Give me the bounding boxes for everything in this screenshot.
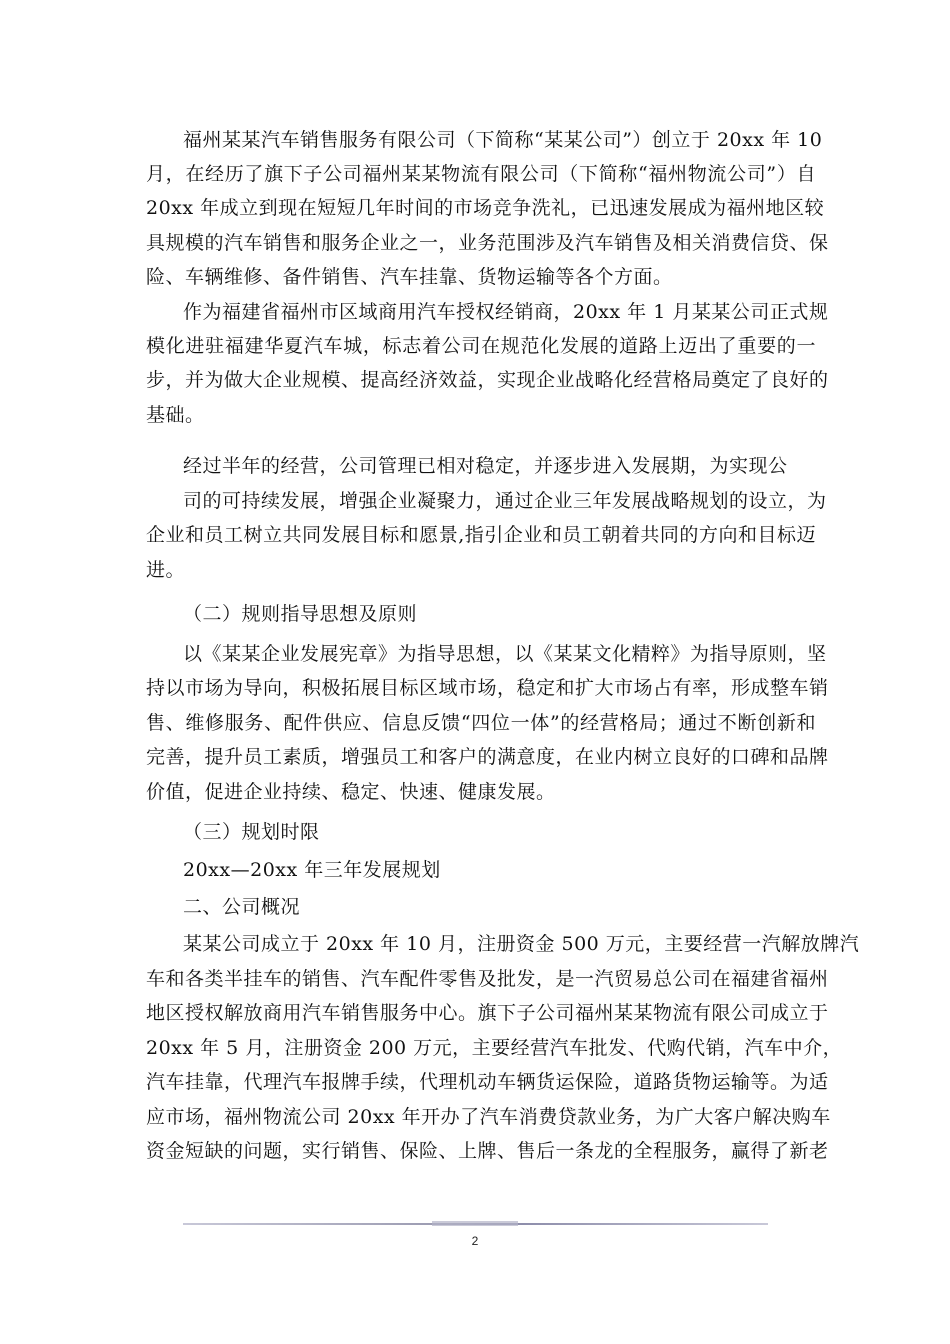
plan-period: 20xx—20xx 年三年发展规划 — [183, 859, 441, 881]
section-heading: 二、公司概况 — [183, 896, 301, 918]
paragraph-line: 售、维修服务、配件供应、信息反馈“四位一体”的经营格局；通过不断创新和 — [146, 712, 816, 734]
paragraph-line: 具规模的汽车销售和服务企业之一，业务范围涉及汽车销售及相关消费信贷、保 — [146, 232, 829, 254]
paragraph-line: 险、车辆维修、备件销售、汽车挂靠、货物运输等各个方面。 — [146, 266, 673, 288]
paragraph-line: 企业和员工树立共同发展目标和愿景,指引企业和员工朝着共同的方向和目标迈 — [146, 524, 816, 546]
paragraph-line: 20xx 年成立到现在短短几年时间的市场竞争洗礼，已迅速发展成为福州地区较 — [146, 197, 825, 219]
paragraph-line: 以《某某企业发展宪章》为指导思想，以《某某文化精粹》为指导原则，坚 — [183, 643, 827, 665]
paragraph-line: 资金短缺的问题，实行销售、保险、上牌、售后一条龙的全程服务，赢得了新老 — [146, 1140, 829, 1162]
paragraph-line: 进。 — [146, 559, 186, 581]
paragraph-line: 基础。 — [146, 404, 205, 426]
paragraph-line: 20xx 年 5 月，注册资金 200 万元，主要经营汽车批发、代购代销，汽车中介， — [146, 1037, 843, 1059]
section-heading: （三）规划时限 — [183, 821, 320, 843]
paragraph-line: 福州某某汽车销售服务有限公司（下简称“某某公司”）创立于 20xx 年 10 — [183, 129, 823, 151]
paragraph-line: 持以市场为导向，积极拓展目标区域市场，稳定和扩大市场占有率，形成整车销 — [146, 677, 829, 699]
page-number: 2 — [471, 1234, 479, 1248]
paragraph-line: 月，在经历了旗下子公司福州某某物流有限公司（下简称“福州物流公司”）自 — [146, 163, 816, 185]
paragraph-line: 经过半年的经营，公司管理已相对稳定，并逐步进入发展期，为实现公 — [183, 455, 788, 477]
paragraph-line: 车和各类半挂车的销售、汽车配件零售及批发，是一汽贸易总公司在福建省福州 — [146, 968, 829, 990]
section-heading: （二）规则指导思想及原则 — [183, 603, 418, 625]
paragraph-line: 模化进驻福建华夏汽车城，标志着公司在规范化发展的道路上迈出了重要的一 — [146, 335, 816, 357]
footer-divider-accent — [432, 1221, 518, 1226]
paragraph-line: 汽车挂靠，代理汽车报牌手续，代理机动车辆货运保险，道路货物运输等。为适 — [146, 1071, 829, 1093]
paragraph-line: 作为福建省福州市区域商用汽车授权经销商，20xx 年 1 月某某公司正式规 — [183, 301, 829, 323]
paragraph-line: 步，并为做大企业规模、提高经济效益，实现企业战略化经营格局奠定了良好的 — [146, 369, 829, 391]
paragraph-line: 应市场，福州物流公司 20xx 年开办了汽车消费贷款业务，为广大客户解决购车 — [146, 1106, 831, 1128]
paragraph-line: 价值，促进企业持续、稳定、快速、健康发展。 — [146, 781, 556, 803]
paragraph-line: 地区授权解放商用汽车销售服务中心。旗下子公司福州某某物流有限公司成立于 — [146, 1002, 829, 1024]
paragraph-line: 某某公司成立于 20xx 年 10 月，注册资金 500 万元，主要经营一汽解放牌汽 — [183, 933, 860, 955]
paragraph-line: 司的可持续发展，增强企业凝聚力，通过企业三年发展战略规划的设立，为 — [183, 490, 827, 512]
paragraph-line: 完善，提升员工素质，增强员工和客户的满意度，在业内树立良好的口碑和品牌 — [146, 746, 829, 768]
